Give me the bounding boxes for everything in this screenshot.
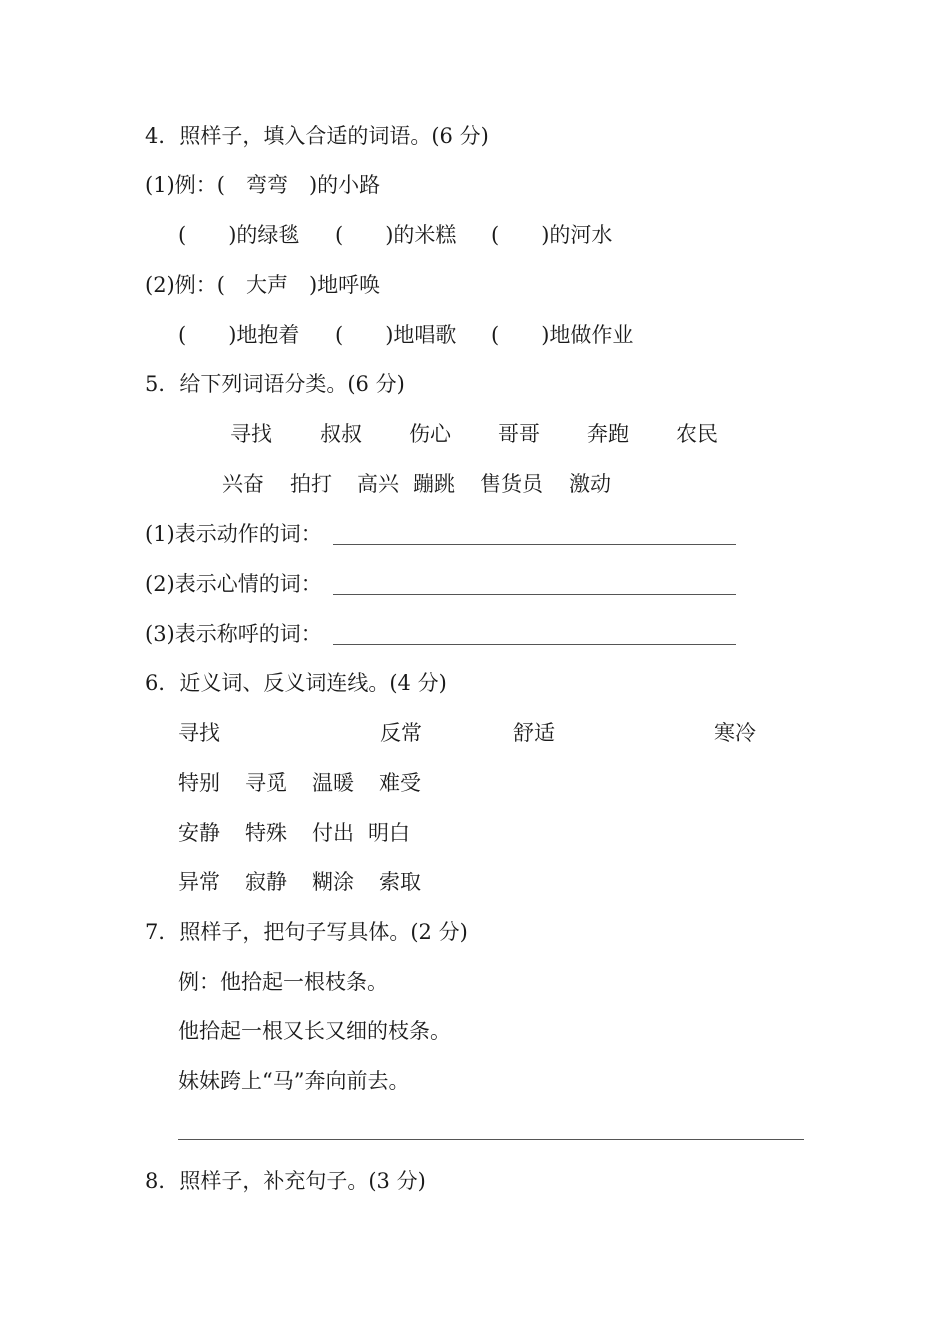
q4-part2-item: ( )地抱着 [178,323,300,347]
q5-sub-action: (1)表示动作的词： [145,522,322,546]
q6-word: 温暖 [312,771,354,795]
q5-word: 农民 [676,422,718,446]
q6-head-word: 寒冷 [714,721,756,745]
q8-title: 8．照样子，补充句子。(3 分) [145,1169,426,1193]
q5-word: 售货员 [480,472,543,496]
q4-part1-item: ( )的米糕 [335,223,457,247]
q5-word: 激动 [569,472,611,496]
q5-word: 蹦跳 [413,472,455,496]
q5-word: 寻找 [230,422,272,446]
q5-word: 哥哥 [498,422,540,446]
q4-part2-item: ( )地唱歌 [335,323,457,347]
q5-word: 奔跑 [587,422,629,446]
q6-word: 寻觅 [245,771,287,795]
q4-part1-item: ( )的河水 [491,223,613,247]
answer-line[interactable] [333,594,736,595]
q6-word: 特别 [178,771,220,795]
q6-word: 付出 [312,821,354,845]
answer-line[interactable] [178,1139,804,1140]
q6-word: 索取 [379,870,421,894]
q4-part2-example: (2)例：( 大声 )地呼唤 [145,273,381,297]
q6-word: 明白 [368,821,410,845]
q5-word: 高兴 [357,472,399,496]
q6-head-word: 舒适 [513,721,555,745]
q5-sub-title: (3)表示称呼的词： [145,622,322,646]
q5-word: 叔叔 [320,422,362,446]
q4-part2-item: ( )地做作业 [491,323,634,347]
q6-word: 特殊 [245,821,287,845]
q5-sub-mood: (2)表示心情的词： [145,572,322,596]
q6-word: 寂静 [245,870,287,894]
q5-word: 伤心 [409,422,451,446]
q5-word: 兴奋 [222,472,264,496]
answer-line[interactable] [333,544,736,545]
q4-part1-example: (1)例：( 弯弯 )的小路 [145,173,381,197]
q4-part1-item: ( )的绿毯 [178,223,300,247]
answer-line[interactable] [333,644,736,645]
q6-head-word: 寻找 [178,721,220,745]
q6-word: 难受 [379,771,421,795]
q6-word: 安静 [178,821,220,845]
q6-word: 异常 [178,870,220,894]
q7-title: 7．照样子，把句子写具体。(2 分) [145,920,468,944]
q4-title: 4．照样子，填入合适的词语。(6 分) [145,124,489,148]
q5-title: 5．给下列词语分类。(6 分) [145,372,405,396]
q6-word: 糊涂 [312,870,354,894]
q7-example: 例：他拾起一根枝条。 [178,970,388,994]
q7-example-answer: 他拾起一根又长又细的枝条。 [178,1019,451,1043]
q6-head-word: 反常 [380,721,422,745]
q5-word: 拍打 [290,472,332,496]
q7-task-sentence: 妹妹跨上“马”奔向前去。 [178,1069,410,1093]
q6-title: 6．近义词、反义词连线。(4 分) [145,671,447,695]
